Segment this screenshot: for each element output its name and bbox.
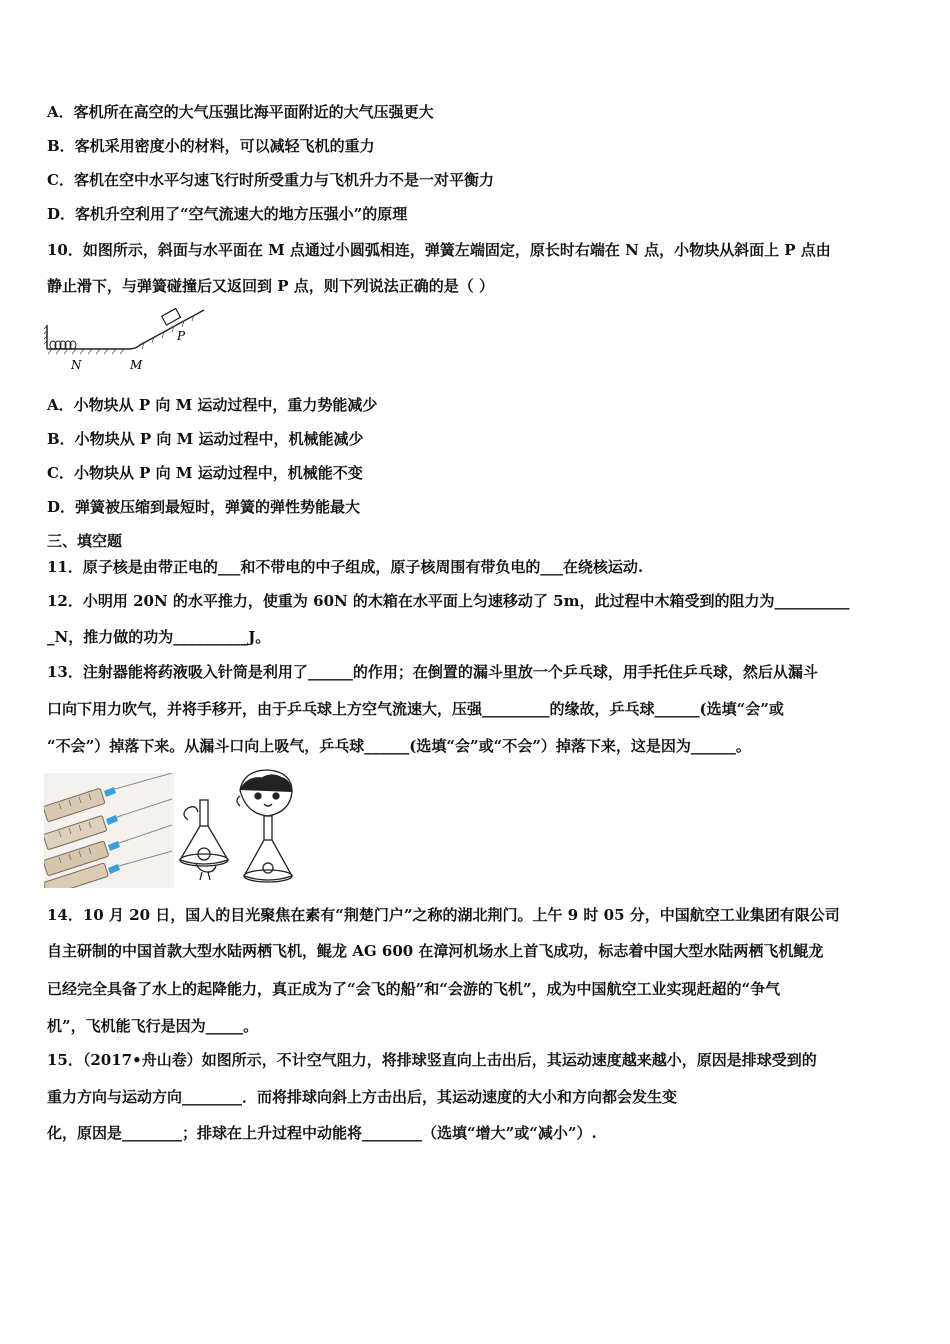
q12-stem-line2: _N，推力做的功为__________J。: [47, 628, 271, 646]
spring-icon: [50, 341, 76, 349]
funnel-experiment-figure: [178, 768, 328, 888]
q14-stem-line1: 14．10 月 20 日，国人的目光聚焦在素有“荆楚门户”之称的湖北荆门。上午 9 时 05 分，中国航空工业集团有限公司: [47, 906, 840, 924]
label-n: N: [71, 358, 82, 372]
q15-stem-line3: 化，原因是________；排球在上升过程中动能将________（选填“增大”或“减小”）.: [47, 1124, 597, 1142]
q13-stem-line3: “不会”）掉落下来。从漏斗口向上吸气，乒乓球______(选填“会”或“不会”）掉落下来，这是因为______。: [47, 737, 751, 755]
label-m: M: [130, 358, 143, 372]
q14-stem-line2: 自主研制的中国首款大型水陆两栖飞机，鲲龙 AG 600 在漳河机场水上首飞成功，标志着中国大型水陆两栖飞机鲲龙: [47, 942, 824, 960]
q10-option-b: B．小物块从 P 向 M 运动过程中，机械能减少: [47, 430, 364, 448]
q14-stem-line3: 已经完全具备了水上的起降能力，真正成为了“会飞的船”和“会游的飞机”，成为中国航空工业实现赶超的“争气: [47, 980, 781, 998]
q9-option-b: B．客机采用密度小的材料，可以减轻飞机的重力: [47, 137, 375, 155]
q15-stem-line1: 15．（2017•舟山卷）如图所示，不计空气阻力，将排球竖直向上击出后，其运动速度越来越小，原因是排球受到的: [47, 1051, 817, 1069]
q13-stem-line2: 口向下用力吹气，并将手移开，由于乒乓球上方空气流速大，压强_________的缘故，乒乓球______(选填“会”或: [47, 700, 784, 718]
q10-stem-line1: 10．如图所示，斜面与水平面在 M 点通过小圆弧相连，弹簧左端固定，原长时右端在 N 点，小物块从斜面上 P 点由: [47, 241, 831, 259]
block-icon: [162, 309, 181, 326]
q14-stem-line4: 机”，飞机能飞行是因为_____。: [47, 1017, 259, 1035]
label-p: P: [177, 329, 186, 343]
q10-stem-line2: 静止滑下，与弹簧碰撞后又返回到 P 点，则下列说法正确的是（ ）: [47, 277, 494, 295]
q11-stem: 11．原子核是由带正电的___和不带电的中子组成，原子核周围有带负电的___在绕核运动.: [47, 558, 644, 576]
q10-option-c: C．小物块从 P 向 M 运动过程中，机械能不变: [47, 464, 363, 482]
section-title: 三、填空题: [47, 532, 123, 550]
funnel-icon: [180, 800, 228, 880]
q10-option-d: D．弹簧被压缩到最短时，弹簧的弹性势能最大: [47, 498, 361, 516]
q15-stem-line2: 重力方向与运动方向________．而将排球向斜上方击出后，其运动速度的大小和方向都会发生变: [47, 1088, 678, 1106]
q9-option-c: C．客机在空中水平匀速飞行时所受重力与飞机升力不是一对平衡力: [47, 171, 494, 189]
q9-option-d: D．客机升空利用了“空气流速大的地方压强小”的原理: [47, 205, 408, 223]
syringes-figure: [44, 773, 174, 888]
q13-stem-line1: 13．注射器能将药液吸入针筒是利用了______的作用；在倒置的漏斗里放一个乒乓球，用手托住乒乓球，然后从漏斗: [47, 663, 818, 681]
q12-stem-line1: 12．小明用 20N 的水平推力，使重为 60N 的木箱在水平面上匀速移动了 5m，此过程中木箱受到的阻力为__________: [47, 592, 850, 610]
q9-option-a: A．客机所在高空的大气压强比海平面附近的大气压强更大: [47, 103, 434, 121]
q10-option-a: A．小物块从 P 向 M 运动过程中，重力势能减少: [47, 396, 378, 414]
boy-icon: [237, 770, 292, 816]
incline-spring-figure: [44, 305, 214, 375]
